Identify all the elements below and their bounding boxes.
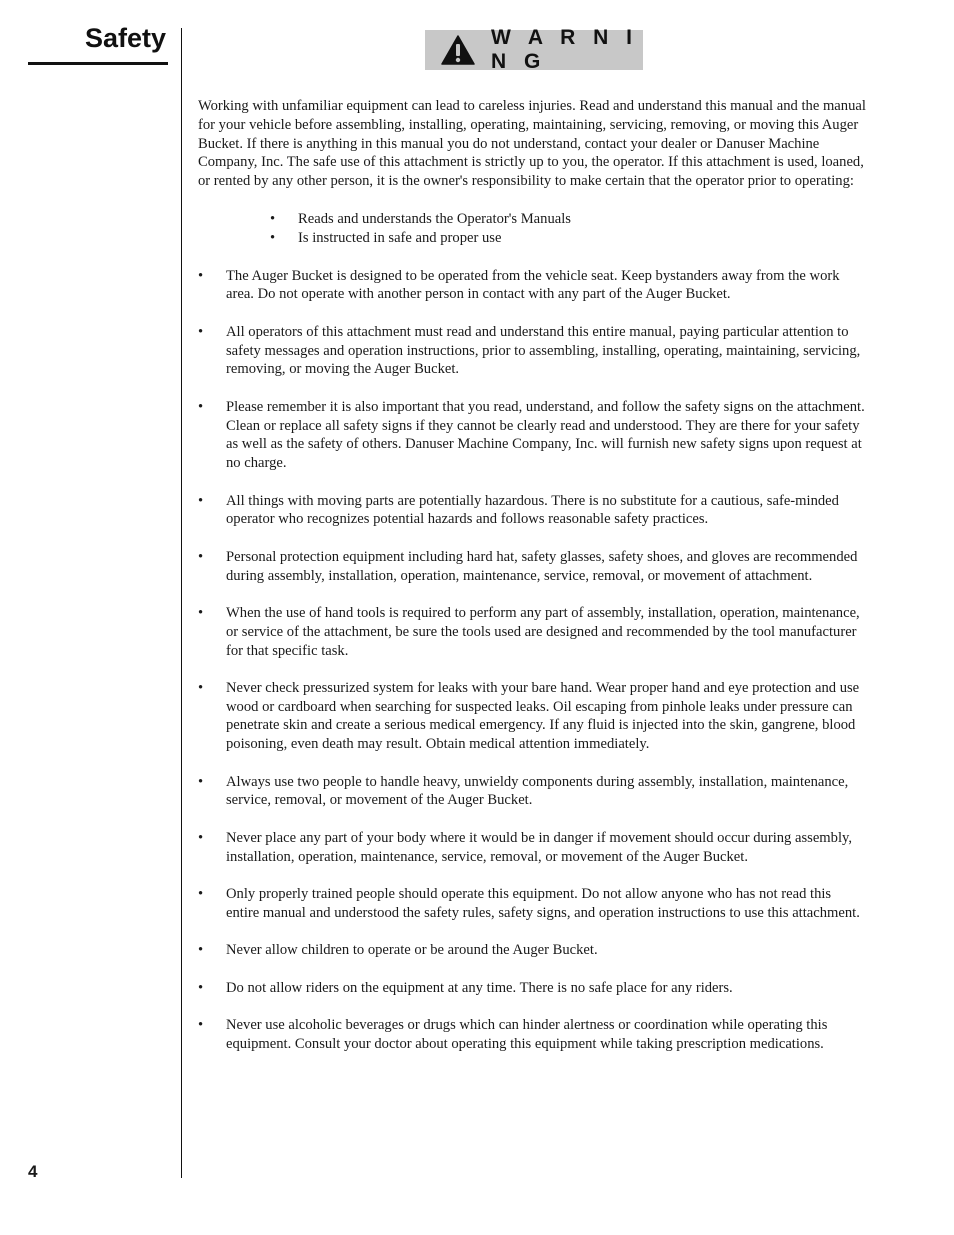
list-item: • Reads and understands the Operator's Manuals <box>270 210 866 229</box>
list-item: • Is instructed in safe and proper use <box>270 229 866 248</box>
list-item: • Never allow children to operate or be around the Auger Bucket. <box>198 941 866 960</box>
intro-paragraph: Working with unfamiliar equipment can lead to careless injuries. Read and understand this manual and the manual for your vehicle before assembling, installing, operating, maintaining, servicing, removing, or moving this Auger Bucket. If there is anything in this manual you do not understand, contact your dealer or Danuser Machine Company, Inc. The safe use of this attachment is strictly up to you, the operator. If this attachment is used, loaned, or rented by any other person, it is the owner's responsibility to make certain that the operator prior to operating: <box>198 98 866 190</box>
list-item: • All operators of this attachment must read and understand this entire manual, paying particular attention to safety messages and operation instructions, prior to assembling, installing, operating, maintaining, servicing, removing, or moving the Auger Bucket. <box>198 323 866 379</box>
vertical-divider <box>181 28 182 1178</box>
title-underline <box>28 62 168 65</box>
list-item: • The Auger Bucket is designed to be operated from the vehicle seat. Keep bystanders away from the work area. Do not operate with another person in contact with any part of the Auger Bucket. <box>198 267 866 305</box>
warning-banner <box>425 26 643 73</box>
list-item: • All things with moving parts are potentially hazardous. There is no substitute for a cautious, safe-minded operator who recognizes potential hazards and follows reasonable safety practices. <box>198 492 866 530</box>
list-item: • Do not allow riders on the equipment at any time. There is no safe place for any riders. <box>198 979 866 998</box>
list-item: • Never use alcoholic beverages or drugs which can hinder alertness or coordination while operating this equipment. Consult your doctor about operating this equipment while taking prescription medications. <box>198 1016 866 1054</box>
list-item: • Never place any part of your body where it would be in danger if movement should occur during assembly, installation, operation, maintenance, service, removal, or movement of the Auger Bucket. <box>198 829 866 867</box>
safety-content <box>198 97 866 1072</box>
page-number: 4 <box>28 1162 38 1181</box>
list-item: • Personal protection equipment including hard hat, safety glasses, safety shoes, and gloves are recommended during assembly, installation, operation, maintenance, service, removal, or movement of attachment. <box>198 548 866 586</box>
list-item: • Only properly trained people should operate this equipment. Do not allow anyone who has not read this entire manual and understood the safety rules, safety signs, and operation instructions to use this attachment. <box>198 885 866 923</box>
operator-requirements-list <box>198 210 866 248</box>
list-item: • Please remember it is also important that you read, understand, and follow the safety signs on the attachment. Clean or replace all safety signs if they cannot be clearly read and understood. They are there for your safety as well as the safety of others. Danuser Machine Company, Inc. will furnish new safety signs upon request at no charge. <box>198 398 866 473</box>
list-item: • Always use two people to handle heavy, unwieldy components during assembly, installation, maintenance, service, removal, or movement of the Auger Bucket. <box>198 773 866 811</box>
safety-rules-list <box>198 267 866 1054</box>
section-title: Safety <box>84 23 166 53</box>
list-item: • Never check pressurized system for leaks with your bare hand. Wear proper hand and eye protection and use wood or cardboard when searching for suspected leaks. Oil escaping from pinhole leaks under pressure can penetrate skin and create a serious medical emergency. If any fluid is injected into the skin, gangrene, blood poisoning, even death may result. Obtain medical attention immediately. <box>198 679 866 754</box>
warning-label: W A R N I N G <box>491 26 638 73</box>
warning-triangle-icon <box>441 35 475 65</box>
list-item: • When the use of hand tools is required to perform any part of assembly, installation, operation, maintenance, or service of the attachment, be sure the tools used are designed and recommended by the tool manufacturer for that specific task. <box>198 604 866 660</box>
